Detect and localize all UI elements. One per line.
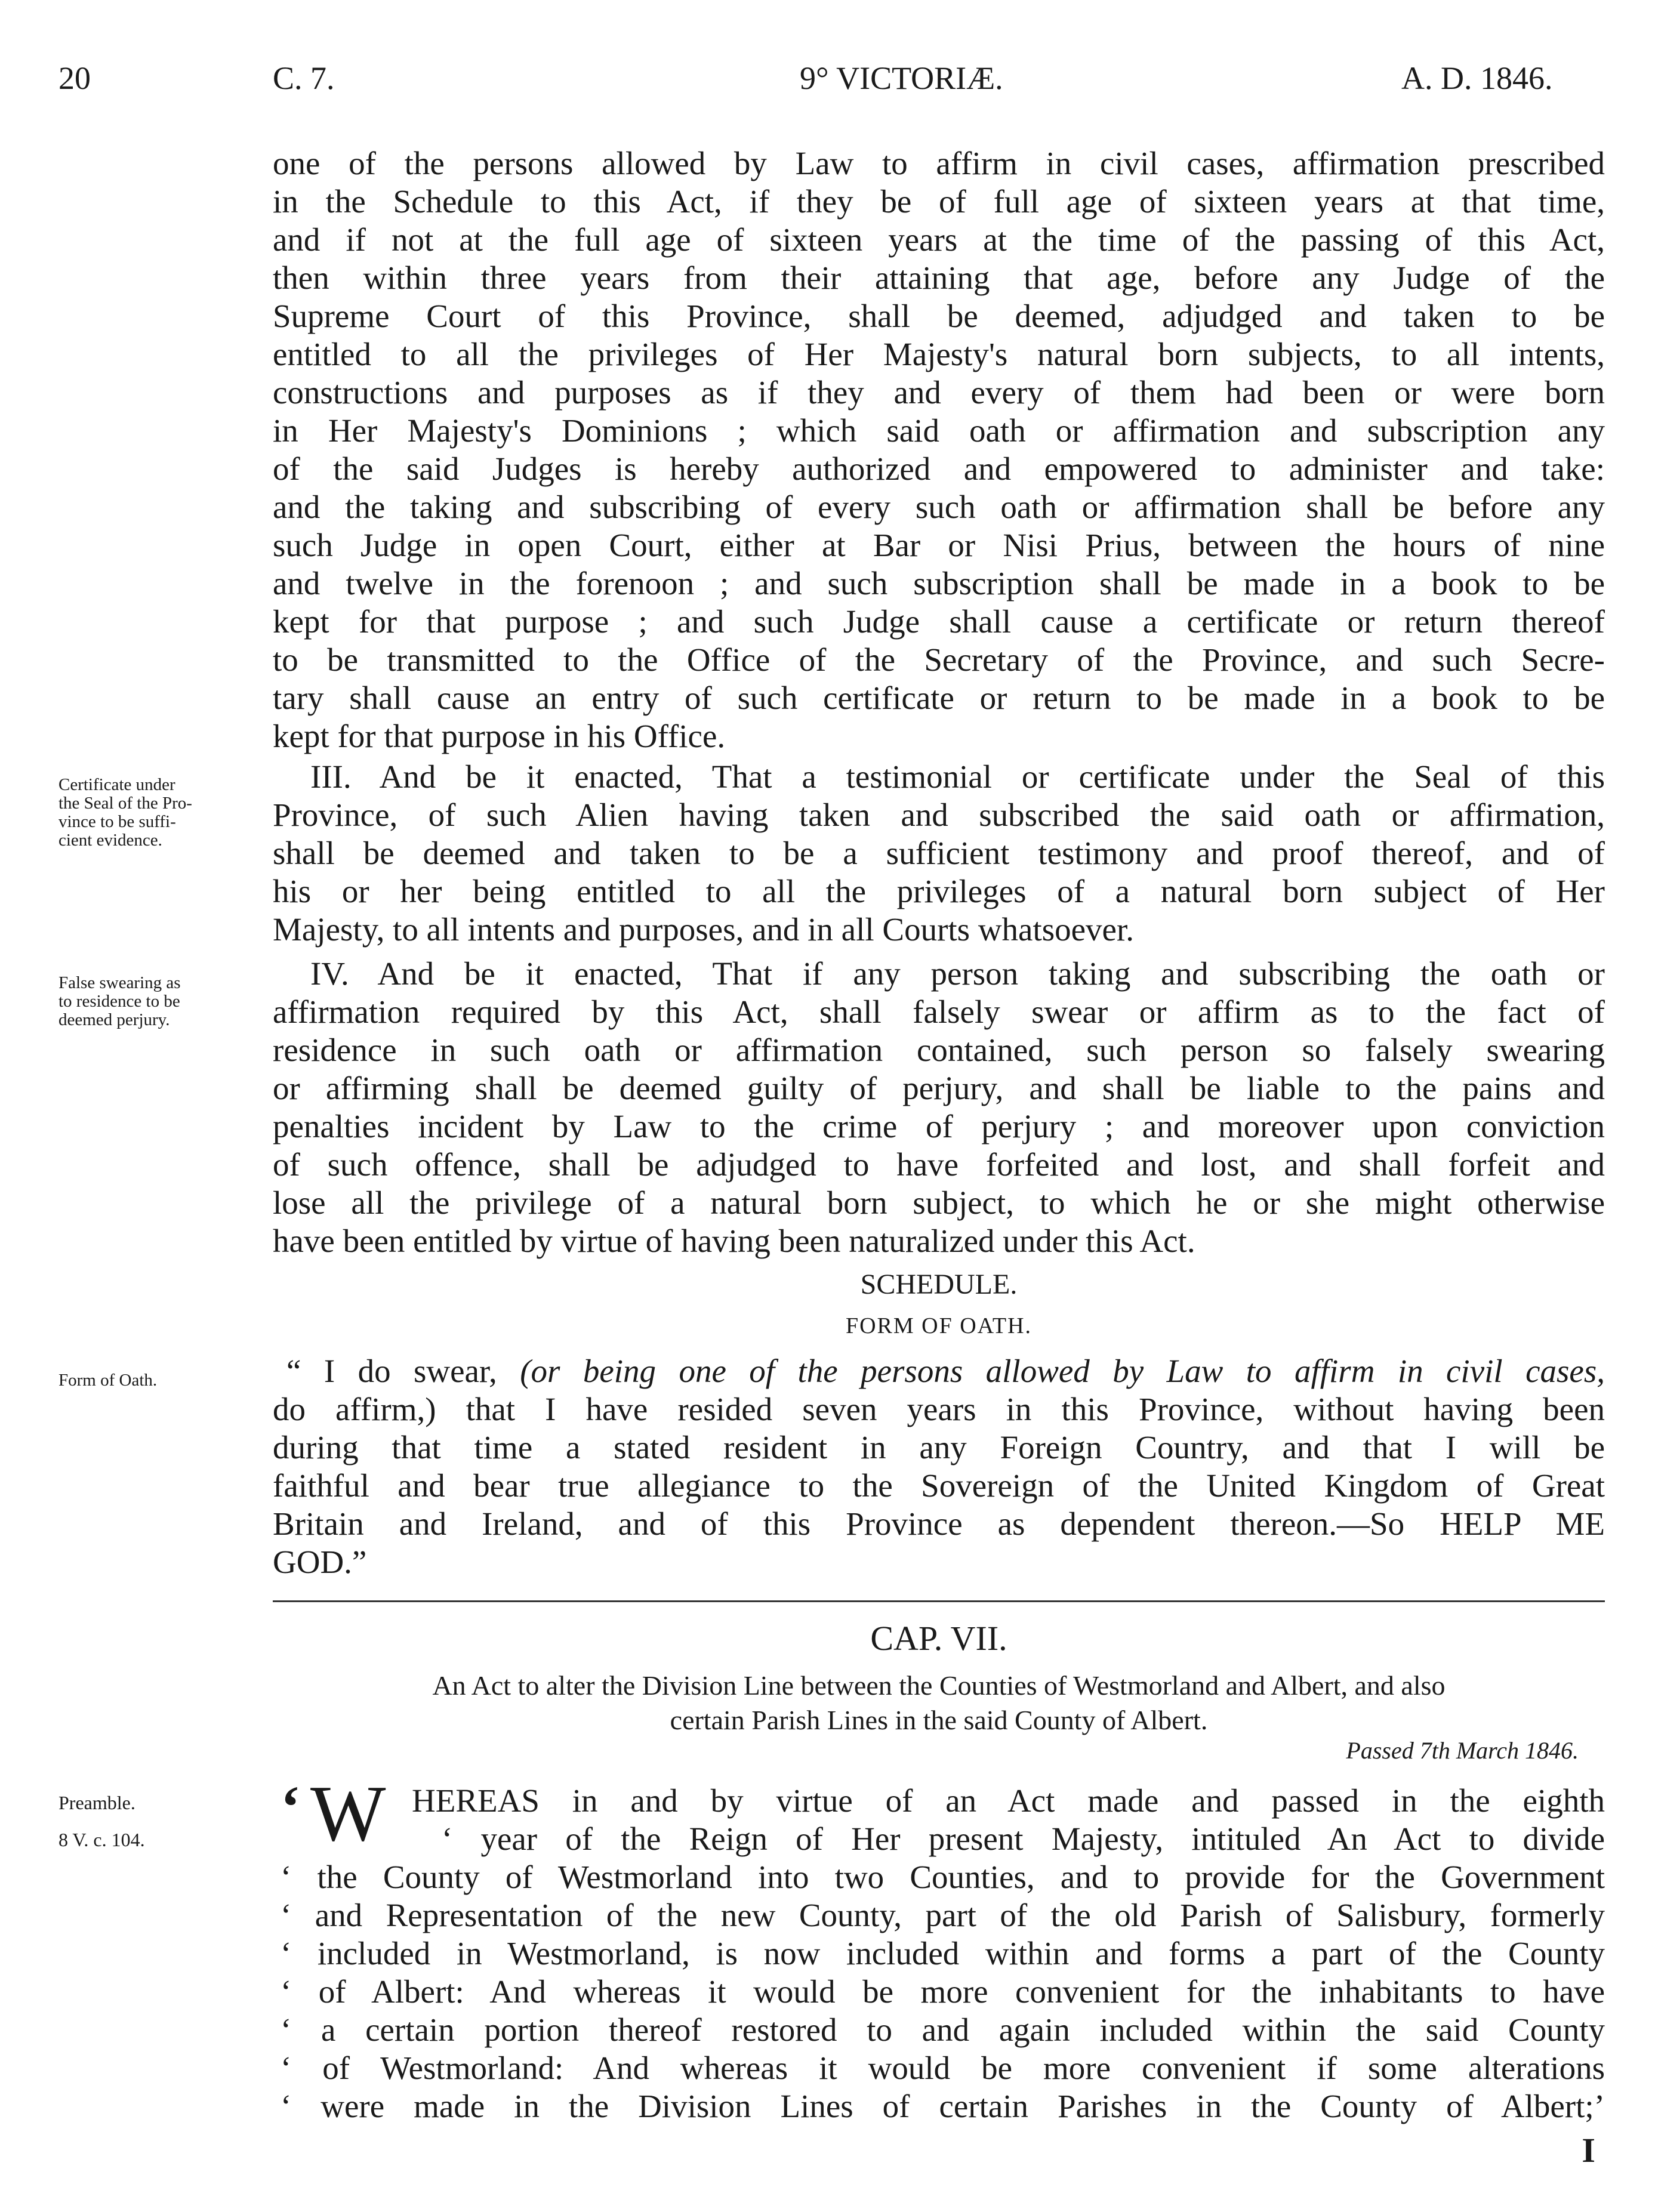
- text-line: IV. And be it enacted, That if any person taking and subscribing the oath or: [310, 955, 1605, 992]
- text-line: such Judge in open Court, either at Bar or Nisi Prius, between the hours of nine: [273, 527, 1605, 563]
- text-line: kept for that purpose ; and such Judge shall cause a certificate or return thereof: [273, 603, 1605, 640]
- text-line: ‘ year of the Reign of Her present Majesty, intituled An Act to divide: [442, 1821, 1605, 1857]
- text-line: kept for that purpose in his Office.: [273, 718, 726, 754]
- oath-opening: “ I do swear,: [286, 1353, 520, 1389]
- passed-date: Passed 7th March 1846.: [1346, 1737, 1579, 1764]
- text-line: in the Schedule to this Act, if they be of full age of sixteen years at that time,: [273, 183, 1605, 220]
- text-line: his or her being entitled to all the privileges of a natural born subject of Her: [273, 873, 1605, 909]
- text-line: GOD.”: [273, 1544, 367, 1580]
- text-line: ‘ of Albert: And whereas it would be more convenient for the inhabitants to have: [281, 1973, 1605, 2010]
- margin-note-form-of-oath: Form of Oath.: [58, 1371, 158, 1390]
- text-line: Supreme Court of this Province, shall be deemed, adjudged and taken to be: [273, 298, 1605, 334]
- regnal-year: 9° VICTORIÆ.: [800, 60, 1003, 96]
- text-line: ‘ included in Westmorland, is now included within and forms a part of the County: [281, 1935, 1605, 1972]
- chapter-reference: C. 7.: [273, 60, 335, 96]
- page-number: 20: [58, 60, 91, 96]
- text-line: of such offence, shall be adjudged to have forfeited and lost, and shall forfeit and: [273, 1146, 1605, 1183]
- text-line: and twelve in the forenoon ; and such subscription shall be made in a book to be: [273, 565, 1605, 601]
- text-line: lose all the privilege of a natural born subject, to which he or she might otherwise: [273, 1184, 1605, 1221]
- text-line: III. And be it enacted, That a testimonial or certificate under the Seal of this: [310, 758, 1605, 795]
- calendar-year: A. D. 1846.: [1401, 60, 1553, 96]
- text-line: or affirming shall be deemed guilty of perjury, and shall be liable to the pains and: [273, 1070, 1605, 1106]
- text-line: ‘ were made in the Division Lines of certain Parishes in the County of Albert;’: [281, 2088, 1605, 2124]
- text-line: Majesty, to all intents and purposes, and in all Courts whatsoever.: [273, 911, 1134, 948]
- text-line: Province, of such Alien having taken and subscribed the said oath or affirmation,: [273, 797, 1605, 833]
- text-line: during that time a stated resident in any Foreign Country, and that I will be: [273, 1429, 1605, 1466]
- margin-note-preamble: Preamble. 8 V. c. 104.: [58, 1792, 145, 1850]
- act-title-line-1: An Act to alter the Division Line between the Counties of Westmorland and Albert, and also: [432, 1670, 1446, 1701]
- schedule-subtitle: FORM OF OATH.: [845, 1313, 1033, 1338]
- text-line: shall be deemed and taken to be a sufficient testimony and proof thereof, and of: [273, 835, 1605, 871]
- text-line: penalties incident by Law to the crime of perjury ; and moreover upon conviction: [273, 1108, 1605, 1144]
- text-line: then within three years from their attaining that age, before any Judge of the: [273, 260, 1605, 296]
- text-line: constructions and purposes as if they and every of them had been or were born: [273, 374, 1605, 411]
- text-line: residence in such oath or affirmation contained, such person so falsely swearing: [273, 1032, 1605, 1068]
- text-line: have been entitled by virtue of having been naturalized under this Act.: [273, 1223, 1195, 1259]
- text-line: ‘ of Westmorland: And whereas it would be more convenient if some alterations: [281, 2050, 1605, 2086]
- oath-alternative: (or being one of the persons allowed by Law to affirm in civil cases,: [520, 1353, 1605, 1389]
- text-line: entitled to all the privileges of Her Majesty's natural born subjects, to all intents,: [273, 336, 1605, 372]
- chapter-title: CAP. VII.: [870, 1619, 1007, 1658]
- text-line: ‘ and Representation of the new County, part of the old Parish of Salisbury, formerly: [281, 1897, 1605, 1933]
- drop-cap-initial: W: [310, 1769, 386, 1858]
- margin-note-certificate: Certificate under the Seal of the Pro- vince to be suffi- cient evidence.: [58, 775, 192, 850]
- text-line: faithful and bear true allegiance to the Sovereign of the United Kingdom of Great: [273, 1467, 1605, 1504]
- text-line: ‘ the County of Westmorland into two Counties, and to provide for the Government: [281, 1859, 1605, 1895]
- catchword: I: [1582, 2131, 1595, 2170]
- text-line: Britain and Ireland, and of this Province as dependent thereon.—So HELP ME: [273, 1505, 1605, 1542]
- margin-note-false-swearing: False swearing as to residence to be deemed perjury.: [58, 973, 181, 1029]
- act-title-line-2: certain Parish Lines in the said County of Albert.: [670, 1705, 1208, 1735]
- oath-first-line: [286, 1352, 1605, 1390]
- text-line: affirmation required by this Act, shall falsely swear or affirm as to the fact of: [273, 994, 1605, 1030]
- text-line: ‘ a certain portion thereof restored to and again included within the said County: [281, 2012, 1605, 2048]
- text-line: in Her Majesty's Dominions ; which said oath or affirmation and subscription any: [273, 412, 1605, 449]
- text-line: one of the persons allowed by Law to affirm in civil cases, affirmation prescribed: [273, 145, 1605, 181]
- section-divider: [273, 1600, 1605, 1602]
- text-line: to be transmitted to the Office of the Secretary of the Province, and such Secre-: [273, 641, 1605, 678]
- text-line: and the taking and subscribing of every such oath or affirmation shall be before any: [273, 489, 1605, 525]
- text-line: do affirm,) that I have resided seven years in this Province, without having been: [273, 1391, 1605, 1427]
- schedule-title: SCHEDULE.: [860, 1269, 1018, 1300]
- drop-quote-mark: ‘: [281, 1773, 301, 1840]
- text-line: of the said Judges is hereby authorized and empowered to administer and take:: [273, 451, 1605, 487]
- text-line: tary shall cause an entry of such certificate or return to be made in a book to be: [273, 680, 1605, 716]
- text-line: and if not at the full age of sixteen years at the time of the passing of this Act,: [273, 221, 1605, 258]
- text-line: HEREAS in and by virtue of an Act made and passed in the eighth: [412, 1782, 1605, 1819]
